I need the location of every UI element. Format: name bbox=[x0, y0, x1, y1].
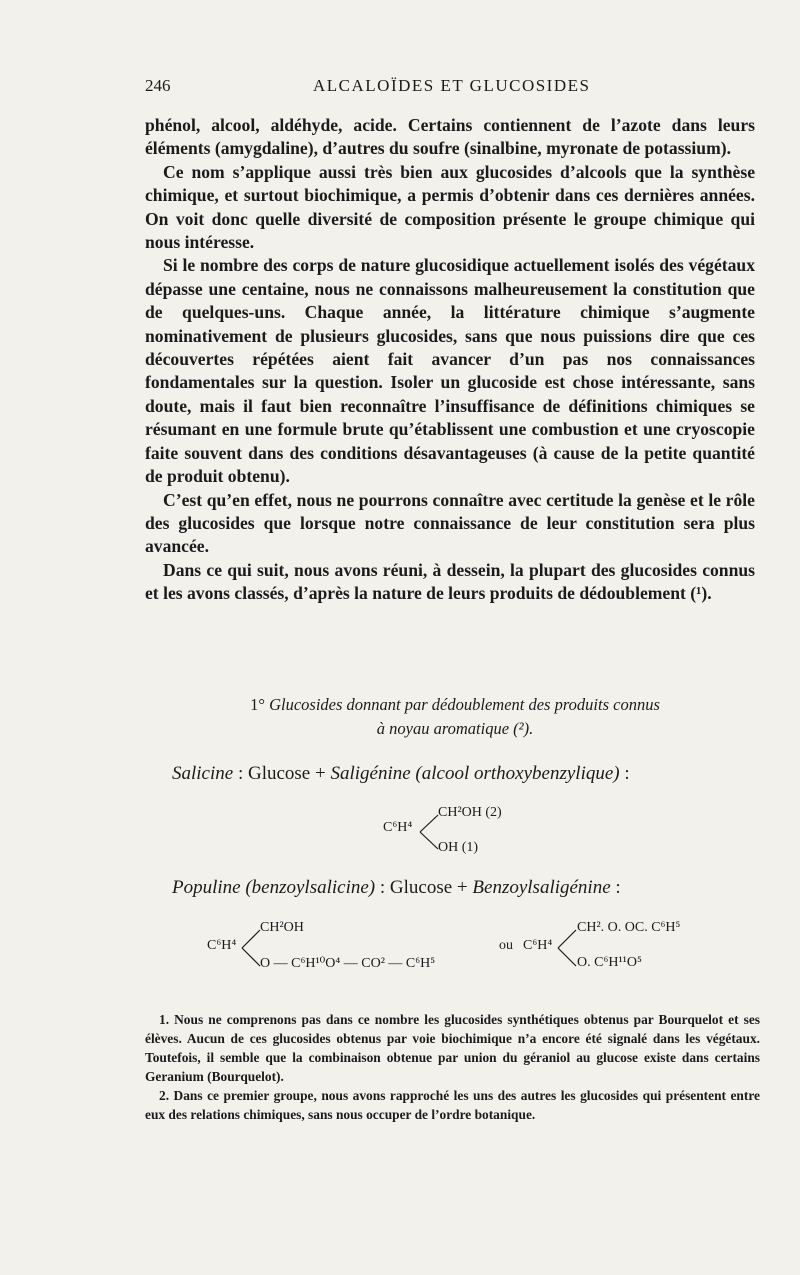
footnotes bbox=[145, 1010, 760, 1124]
page-header bbox=[0, 76, 800, 100]
formula-core: C⁶H⁴ bbox=[523, 938, 553, 953]
formula-core: C⁶H⁴ bbox=[207, 938, 237, 953]
formula-bottom: O — C⁶H¹⁰O⁴ — CO² — C⁶H⁵ bbox=[260, 956, 436, 971]
product-name: Benzoylsaligénine bbox=[472, 877, 611, 898]
formula-top: CH²OH bbox=[260, 920, 304, 935]
formula-top: CH². O. OC. C⁶H⁵ bbox=[577, 920, 681, 935]
product-name: Saligénine (alcool orthoxybenzylique) bbox=[330, 763, 620, 784]
paragraph: phénol, alcool, aldéhyde, acide. Certains contiennent de l’azote dans leurs éléments (amygdaline), d’autres du soufre (sinalbine, myronate de potassium). bbox=[145, 115, 755, 159]
formula-top: CH²OH (2) bbox=[438, 805, 502, 820]
section-title-line: à noyau aromatique (²). bbox=[376, 719, 534, 738]
equation-end: : bbox=[610, 877, 621, 898]
section-title-line: Glucosides donnant par dédoublement des produits connus bbox=[269, 695, 660, 714]
compound-name: Salicine bbox=[172, 763, 234, 784]
formula-bottom: O. C⁶H¹¹O⁵ bbox=[577, 955, 642, 970]
page-number: 246 bbox=[145, 76, 171, 95]
bond-bracket bbox=[240, 928, 262, 968]
salicine-equation bbox=[172, 763, 630, 785]
equation-end: : bbox=[619, 763, 630, 784]
paragraph: Ce nom s’applique aussi très bien aux glucosides d’alcools que la synthèse chimique, et surtout biochimique, a permis d’obtenir dans ces dernières années. On voit donc quelle diversité de composition présente le groupe chimique qui nous intéresse. bbox=[145, 161, 755, 253]
equation-separator: : Glucose + bbox=[233, 763, 331, 784]
footnote: 1. Nous ne comprenons pas dans ce nombre les glucosides synthétiques obtenus par Bourquelot et ses élèves. Aucun de ces glucosides obtenus par voie biochimique n’a encore été signalé dans les végétaux. Toutefois, il semble que la combinaison obtenue par union du géraniol au glucose existe dans certains Geranium (Bourquelot). bbox=[145, 1012, 760, 1084]
section-number: 1° bbox=[250, 695, 265, 714]
bond-bracket bbox=[418, 813, 440, 851]
body-text bbox=[145, 114, 755, 606]
formula-or: ou bbox=[499, 938, 513, 953]
paragraph: Si le nombre des corps de nature glucosidique actuellement isolés des végétaux dépasse une centaine, nous ne connaissons malheureusement la constitution que de quelques-uns. Chaque année, la littérature chimique s’augmente nominativement de plusieurs glucosides, sans que nous puissions dire que ces découvertes répétées aient fait avancer d’un pas nos connaissances fondamentales sur la question. Isoler un glucoside est chose intéressante, sans doute, mais il faut bien reconnaître l’insuffisance de définitions chimiques se résumant en une formule brute qu’établissent une combustion et une cryoscopie faite souvent dans des conditions désavantageuses (à cause de la petite quantité de produit obtenu). bbox=[145, 255, 755, 487]
formula-core: C⁶H⁴ bbox=[383, 820, 413, 835]
section-heading bbox=[150, 693, 760, 741]
footnote: 2. Dans ce premier groupe, nous avons rapproché les uns des autres les glucosides qui présentent entre eux des relations chimiques, sans nous occuper de l’ordre botanique. bbox=[145, 1088, 760, 1122]
paragraph: C’est qu’en effet, nous ne pourrons connaître avec certitude la genèse et le rôle des glucosides que lorsque notre connaissance de leur constitution sera plus avancée. bbox=[145, 489, 755, 557]
equation-separator: : Glucose + bbox=[375, 877, 473, 898]
compound-name: Populine (benzoylsalicine) bbox=[172, 877, 376, 898]
populine-equation bbox=[172, 877, 621, 899]
paragraph: Dans ce qui suit, nous avons réuni, à dessein, la plupart des glucosides connus et les avons classés, d’après la nature de leurs produits de dédoublement (¹). bbox=[145, 559, 755, 604]
formula-bottom: OH (1) bbox=[438, 840, 479, 855]
running-title: ALCALOÏDES ET GLUCOSIDES bbox=[313, 76, 591, 95]
bond-bracket bbox=[556, 928, 578, 968]
